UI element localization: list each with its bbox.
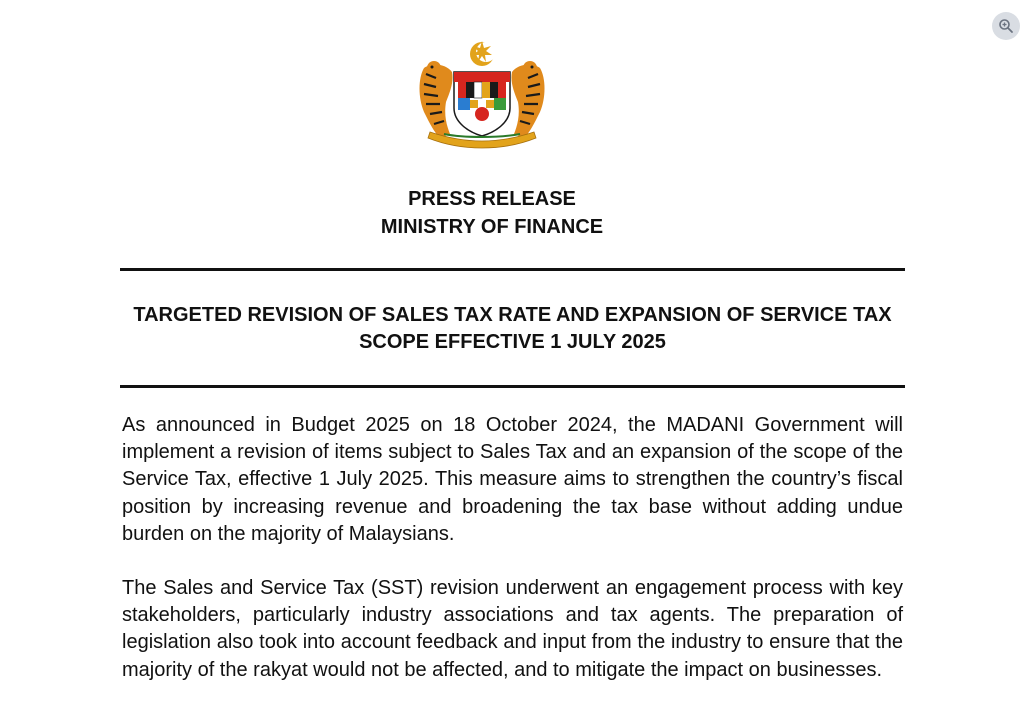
paragraph-1: As announced in Budget 2025 on 18 October 2024, the MADANI Government will implement a revision of items subject to Sales Tax and an expansion of the scope of the Service Tax, effective 1 July 2025. This measure aims to strengthen the country’s fiscal position by increasing revenue and broadening the tax base without adding undue burden on the majority of Malaysians. — [122, 414, 903, 545]
zoom-in-icon — [998, 18, 1014, 34]
coat-of-arms-icon — [414, 38, 550, 150]
zoom-button[interactable] — [992, 12, 1020, 40]
bottom-divider — [120, 385, 905, 388]
ministry-name: MINISTRY OF FINANCE — [380, 216, 604, 238]
top-divider — [120, 268, 905, 271]
press-release-label: PRESS RELEASE — [408, 188, 576, 210]
document-title: TARGETED REVISION OF SALES TAX RATE AND EXPANSION OF SERVICE TAX SCOPE EFFECTIVE 1 JULY 2025 — [133, 304, 892, 353]
paragraph-2: The Sales and Service Tax (SST) revision underwent an engagement process with key stakeholders, particularly industry associations and tax agents. The preparation of legislation also took into account feedback and input from the industry to ensure that the majority of the rakyat would not be affected, and to mitigate the impact on businesses. — [122, 577, 903, 681]
